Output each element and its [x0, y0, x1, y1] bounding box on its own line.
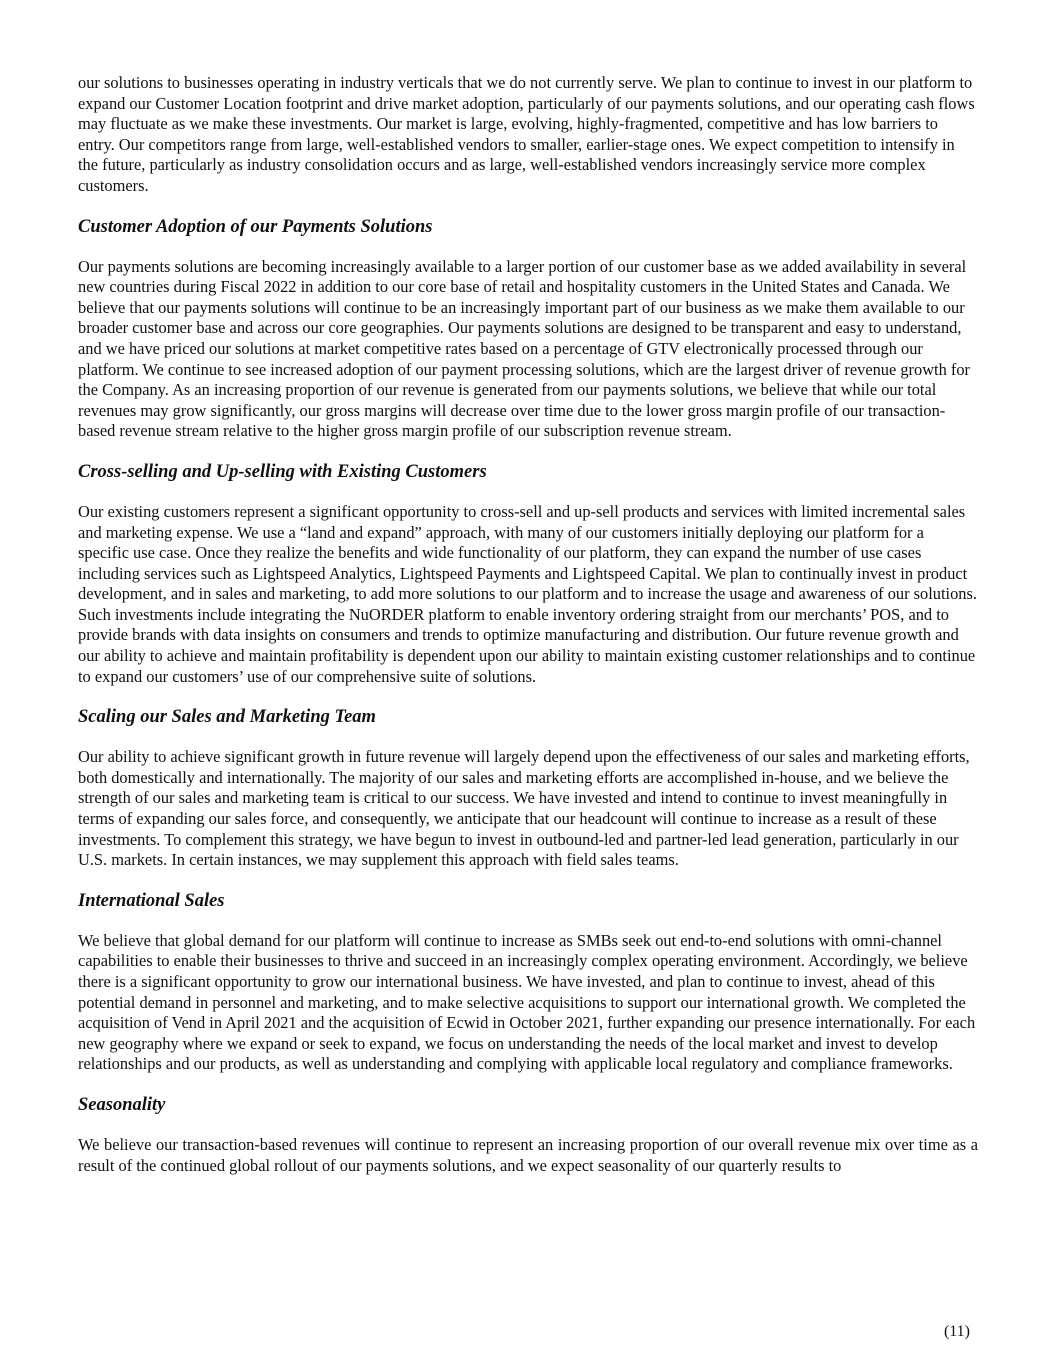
paragraph-scaling-sales-marketing: Our ability to achieve significant growth in future revenue will largely depend upon the effectiveness of our sales and marketing efforts, both domestically and internationally. The majority of our sales and marketing efforts are accomplished in-house, and we believe the strength of our sales and marketing team is critical to our success. We have invested and intend to continue to invest meaningfully in terms of expanding our sales force, and consequently, we anticipate that our headcount will continue to increase as a result of these investments. To complement this strategy, we have begun to invest in outbound-led and partner-led lead generation, particularly in our U.S. markets. In certain instances, we may supplement this approach with field sales teams. — [78, 747, 970, 870]
paragraph-seasonality: We believe our transaction-based revenues will continue to represent an increasing proportion of our overall revenue mix over time as a result of the continued global rollout of our payments solutions, and we expect seasonality of our quarterly results to — [78, 1134, 978, 1175]
heading-scaling-sales-marketing: Scaling our Sales and Marketing Team — [78, 707, 376, 728]
heading-international-sales: International Sales — [78, 890, 225, 911]
paragraph-customer-adoption-payments: Our payments solutions are becoming increasingly available to a larger portion of our customer base as we added availability in several new countries during Fiscal 2022 in addition to our core base of retail and hospitality customers in the United States and Canada. We believe that our payments solutions will continue to be an increasingly important part of our business as we make them available to our broader customer base and across our core geographies. Our payments solutions are designed to be transparent and easy to understand, and we have priced our solutions at market competitive rates based on a percentage of GTV electronically processed through our platform. We continue to see increased adoption of our payment processing solutions, which are the largest driver of revenue growth for the Company. As an increasing proportion of our revenue is generated from our payments solutions, we believe that while our total revenues may grow significantly, our gross margins will decrease over time due to the lower gross margin profile of our transaction-based revenue stream relative to the higher gross margin profile of our subscription revenue stream. — [78, 256, 971, 441]
page-number: (11) — [943, 1323, 970, 1340]
heading-seasonality: Seasonality — [78, 1094, 166, 1115]
heading-customer-adoption-payments: Customer Adoption of our Payments Solutions — [78, 216, 433, 237]
paragraph-international-sales: We believe that global demand for our platform will continue to increase as SMBs seek out end-to-end solutions with omni-channel capabilities to enable their businesses to thrive and succeed in an increasingly complex operating environment. Accordingly, we believe there is a significant opportunity to grow our international business. We have invested, and plan to continue to invest, ahead of this potential demand in personnel and marketing, and to make selective acquisitions to support our international growth. We completed the acquisition of Vend in April 2021 and the acquisition of Ecwid in October 2021, further expanding our presence internationally. For each new geography where we expand or seek to expand, we focus on understanding the needs of the local market and invest to develop relationships and our products, as well as understanding and complying with applicable local regulatory and compliance frameworks. — [78, 930, 976, 1074]
paragraph-cross-selling-up-selling: Our existing customers represent a significant opportunity to cross-sell and up-sell products and services with limited incremental sales and marketing expense. We use a “land and expand” approach, with many of our customers initially deploying our platform for a specific use case. Once they realize the benefits and wide functionality of our platform, they can expand the number of use cases including services such as Lightspeed Analytics, Lightspeed Payments and Lightspeed Capital. We plan to continually invest in product development, and in sales and marketing, to add more solutions to our platform and to increase the usage and awareness of our solutions. Such investments include integrating the NuORDER platform to enable inventory ordering straight from our merchants’ POS, and to provide brands with data insights on consumers and trends to optimize manufacturing and distribution. Our future revenue growth and our ability to achieve and maintain profitability is dependent upon our ability to maintain existing customer relationships and to continue to expand our customers’ use of our comprehensive suite of solutions. — [78, 501, 977, 686]
intro-paragraph: our solutions to businesses operating in industry verticals that we do not currently serve. We plan to continue to invest in our platform to expand our Customer Location footprint and drive market adoption, particularly of our payments solutions, and our operating cash flows may fluctuate as we make these investments. Our market is large, evolving, highly-fragmented, competitive and has low barriers to entry. Our competitors range from large, well-established vendors to smaller, earlier-stage ones. We expect competition to intensify in the future, particularly as industry consolidation occurs and as large, well-established vendors increasingly service more complex customers. — [78, 73, 975, 195]
document-page — [78, 73, 978, 1176]
heading-cross-selling-up-selling: Cross-selling and Up-selling with Existing Customers — [78, 461, 487, 482]
